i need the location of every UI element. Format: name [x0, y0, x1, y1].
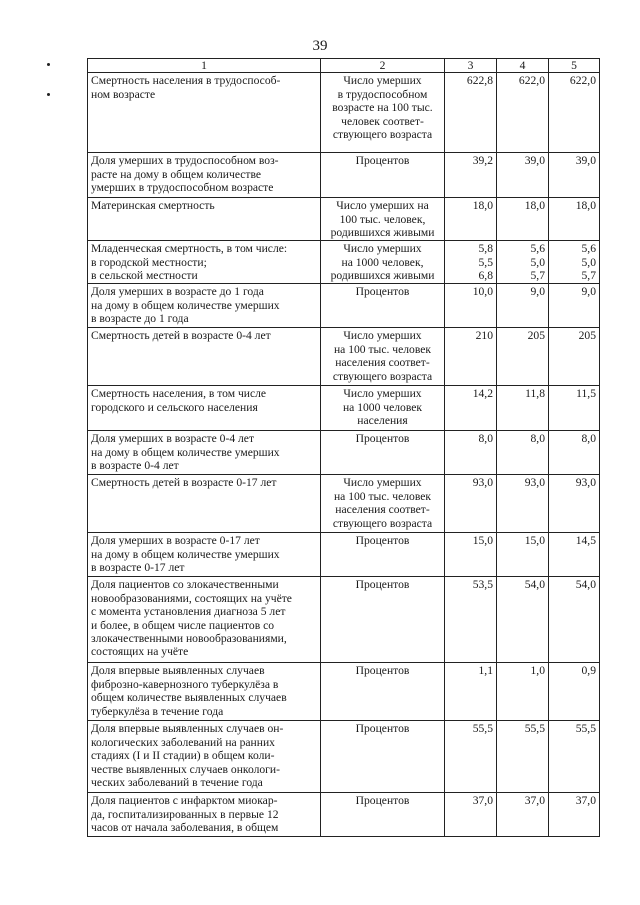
value-cell-col4 [497, 793, 549, 837]
cell-line: Процентов [355, 154, 410, 168]
table-row [88, 793, 600, 837]
cell-line: на дому в общем количестве умерших [91, 547, 280, 561]
cell-line: 37,0 [472, 794, 493, 808]
cell-line: 37,0 [524, 794, 545, 808]
cell-line: 0,9 [581, 664, 596, 678]
cell-line: Доля впервые выявленных случаев он- [91, 722, 284, 736]
cell-line: 100 тыс. человек, [339, 212, 426, 226]
table-row [88, 241, 600, 284]
cell-line: да, госпитализированных в первые 12 [91, 807, 279, 821]
unit-cell [321, 533, 445, 577]
cell-line: Смертность детей в возрасте 0-4 лет [91, 329, 271, 343]
indicator-cell [88, 431, 321, 475]
cell-line: состоящих на учёте [91, 645, 189, 659]
cell-line: 5,6 [530, 242, 545, 256]
cell-line: на дому в общем количестве умерших [91, 445, 280, 459]
cell-line: 5,7 [581, 269, 596, 283]
cell-line: Число умерших [343, 242, 422, 256]
cell-line: 39,0 [524, 154, 545, 168]
cell-line: 54,0 [524, 578, 545, 592]
cell-line: 9,0 [530, 285, 545, 299]
value-cell-col3 [445, 328, 497, 386]
value-cell-col5 [549, 241, 600, 284]
cell-line: и более, в общем числе пациентов со [91, 618, 275, 632]
column-header: 4 [497, 59, 549, 73]
cell-line: с момента установления диагноза 5 лет [91, 605, 286, 619]
cell-line: туберкулёза в течение года [91, 704, 224, 718]
cell-line: Доля пациентов со злокачественными [91, 578, 279, 592]
table-row [88, 663, 600, 721]
cell-line: Процентов [355, 432, 410, 446]
cell-line: в возрасте 0-17 лет [91, 561, 185, 575]
unit-cell [321, 241, 445, 284]
cell-line: часов от начала заболевания, в общем [91, 821, 279, 835]
cell-line: 15,0 [524, 534, 545, 548]
value-cell-col5 [549, 431, 600, 475]
value-cell-col4 [497, 241, 549, 284]
margin-mark [47, 63, 50, 66]
value-cell-col4 [497, 153, 549, 198]
value-cell-col3 [445, 793, 497, 837]
cell-line: Процентов [355, 664, 410, 678]
cell-line: злокачественными новообразованиями, [91, 632, 287, 646]
value-cell-col5 [549, 793, 600, 837]
indicator-cell [88, 663, 321, 721]
cell-line: 8,0 [478, 432, 493, 446]
cell-line: 15,0 [472, 534, 493, 548]
value-cell-col3 [445, 153, 497, 198]
indicator-cell [88, 533, 321, 577]
cell-line: 14,2 [472, 387, 493, 401]
table-row [88, 73, 600, 153]
indicator-cell [88, 284, 321, 328]
cell-line: Доля пациентов с инфарктом миокар- [91, 794, 278, 808]
cell-line: ствующего возраста [332, 516, 433, 530]
cell-line: 93,0 [472, 476, 493, 490]
cell-line: городского и сельского населения [91, 400, 258, 414]
cell-line: 622,0 [569, 74, 596, 88]
unit-cell [321, 663, 445, 721]
cell-line: Доля умерших в возрасте до 1 года [91, 285, 264, 299]
cell-line: на дому в общем количестве умерших [91, 298, 280, 312]
unit-cell [321, 328, 445, 386]
cell-line: Смертность населения в трудоспособ- [91, 74, 281, 88]
value-cell-col5 [549, 721, 600, 793]
column-header: 1 [88, 59, 321, 73]
cell-line: населения [357, 414, 408, 428]
cell-line: 10,0 [472, 285, 493, 299]
cell-line: в трудоспособном [337, 87, 428, 101]
table-row [88, 328, 600, 386]
cell-line: 205 [527, 329, 545, 343]
cell-line: 18,0 [472, 199, 493, 213]
cell-line: кологических заболеваний на ранних [91, 735, 275, 749]
cell-line: Доля умерших в трудоспособном воз- [91, 154, 279, 168]
cell-line: 622,8 [466, 74, 493, 88]
unit-cell [321, 721, 445, 793]
cell-line: 53,5 [472, 578, 493, 592]
unit-cell [321, 153, 445, 198]
value-cell-col5 [549, 328, 600, 386]
cell-line: Материнская смертность [91, 199, 215, 213]
cell-line: 5,8 [478, 242, 493, 256]
cell-line: 11,5 [576, 387, 596, 401]
unit-cell [321, 198, 445, 241]
cell-line: 18,0 [575, 199, 596, 213]
value-cell-col5 [549, 198, 600, 241]
indicator-cell [88, 153, 321, 198]
indicator-cell [88, 475, 321, 533]
cell-line: Число умерших [343, 329, 422, 343]
cell-line: Число умерших [343, 74, 422, 88]
cell-line: Процентов [355, 285, 410, 299]
indicator-cell [88, 241, 321, 284]
cell-line: 5,5 [478, 255, 493, 269]
cell-line: ном возрасте [91, 87, 156, 101]
value-cell-col3 [445, 73, 497, 153]
table-row [88, 431, 600, 475]
value-cell-col3 [445, 198, 497, 241]
value-cell-col3 [445, 431, 497, 475]
cell-line: 622,0 [518, 74, 545, 88]
value-cell-col3 [445, 663, 497, 721]
column-header: 3 [445, 59, 497, 73]
cell-line: новообразованиями, состоящих на учёте [91, 591, 292, 605]
indicator-cell [88, 328, 321, 386]
unit-cell [321, 386, 445, 431]
table-row [88, 721, 600, 793]
unit-cell [321, 284, 445, 328]
cell-line: общем количестве выявленных случаев [91, 691, 287, 705]
cell-line: населения соответ- [335, 356, 430, 370]
cell-line: в возрасте до 1 года [91, 312, 189, 326]
value-cell-col4 [497, 475, 549, 533]
cell-line: Доля умерших в возрасте 0-4 лет [91, 432, 255, 446]
value-cell-col3 [445, 533, 497, 577]
table-row [88, 533, 600, 577]
unit-cell [321, 431, 445, 475]
cell-line: ствующего возраста [332, 128, 433, 142]
cell-line: 5,0 [530, 255, 545, 269]
statistics-table [87, 58, 600, 837]
cell-line: на 1000 человек, [341, 255, 424, 269]
cell-line: Доля умерших в возрасте 0-17 лет [91, 534, 260, 548]
cell-line: расте на дому в общем количестве [91, 167, 262, 181]
indicator-cell [88, 721, 321, 793]
column-header: 5 [549, 59, 600, 73]
page-number: 39 [312, 38, 328, 54]
cell-line: 54,0 [575, 578, 596, 592]
cell-line: на 1000 человек [342, 400, 423, 414]
cell-line: Смертность населения, в том числе [91, 387, 267, 401]
value-cell-col5 [549, 73, 600, 153]
value-cell-col4 [497, 73, 549, 153]
value-cell-col3 [445, 721, 497, 793]
cell-line: 14,5 [575, 534, 596, 548]
indicator-cell [88, 577, 321, 663]
value-cell-col4 [497, 721, 549, 793]
cell-line: 39,2 [472, 154, 493, 168]
cell-line: на 100 тыс. человек [333, 342, 432, 356]
table-row [88, 386, 600, 431]
cell-line: Доля впервые выявленных случаев [91, 664, 265, 678]
cell-line: Число умерших на [336, 199, 429, 213]
cell-line: 18,0 [524, 199, 545, 213]
cell-line: умерших в трудоспособном возрасте [91, 181, 274, 195]
cell-line: 39,0 [575, 154, 596, 168]
value-cell-col3 [445, 241, 497, 284]
cell-line: ствующего возраста [332, 369, 433, 383]
cell-line: родившихся живыми [330, 226, 435, 240]
value-cell-col5 [549, 475, 600, 533]
cell-line: Младенческая смертность, в том числе: [91, 242, 288, 256]
value-cell-col5 [549, 577, 600, 663]
cell-line: Число умерших [343, 476, 422, 490]
value-cell-col5 [549, 153, 600, 198]
indicator-cell [88, 73, 321, 153]
value-cell-col4 [497, 198, 549, 241]
value-cell-col3 [445, 284, 497, 328]
margin-mark [47, 93, 50, 96]
value-cell-col4 [497, 577, 549, 663]
table-row [88, 284, 600, 328]
unit-cell [321, 577, 445, 663]
cell-line: в возрасте 0-4 лет [91, 459, 179, 473]
indicator-cell [88, 198, 321, 241]
cell-line: 5,0 [581, 255, 596, 269]
value-cell-col4 [497, 284, 549, 328]
value-cell-col5 [549, 533, 600, 577]
cell-line: Процентов [355, 578, 410, 592]
cell-line: на 100 тыс. человек [333, 489, 432, 503]
table-row [88, 198, 600, 241]
unit-cell [321, 793, 445, 837]
unit-cell [321, 475, 445, 533]
cell-line: 6,8 [478, 269, 493, 283]
table-row [88, 475, 600, 533]
cell-line: 8,0 [581, 432, 596, 446]
value-cell-col4 [497, 431, 549, 475]
value-cell-col4 [497, 328, 549, 386]
value-cell-col3 [445, 386, 497, 431]
cell-line: 8,0 [530, 432, 545, 446]
cell-line: 5,7 [530, 269, 545, 283]
cell-line: ческих заболеваний в течение года [91, 776, 263, 790]
indicator-cell [88, 386, 321, 431]
cell-line: возрасте на 100 тыс. [332, 101, 433, 115]
cell-line: Смертность детей в возрасте 0-17 лет [91, 476, 277, 490]
cell-line: стадиях (I и II стадии) в общем коли- [91, 749, 275, 763]
indicator-cell [88, 793, 321, 837]
cell-line: Процентов [355, 722, 410, 736]
value-cell-col5 [549, 386, 600, 431]
cell-line: 5,6 [581, 242, 596, 256]
cell-line: 11,8 [525, 387, 545, 401]
cell-line: населения соответ- [335, 503, 430, 517]
value-cell-col3 [445, 577, 497, 663]
value-cell-col4 [497, 386, 549, 431]
value-cell-col4 [497, 663, 549, 721]
cell-line: фиброзно-кавернозного туберкулёза в [91, 677, 279, 691]
cell-line: 93,0 [524, 476, 545, 490]
cell-line: 93,0 [575, 476, 596, 490]
cell-line: в городской местности; [91, 255, 207, 269]
cell-line: 55,5 [524, 722, 545, 736]
column-header: 2 [321, 59, 445, 73]
cell-line: честве выявленных случаев онкологи- [91, 762, 280, 776]
table-row [88, 577, 600, 663]
table-row [88, 153, 600, 198]
value-cell-col5 [549, 284, 600, 328]
cell-line: 1,1 [478, 664, 493, 678]
value-cell-col3 [445, 475, 497, 533]
cell-line: 1,0 [530, 664, 545, 678]
cell-line: в сельской местности [91, 269, 198, 283]
cell-line: Процентов [355, 534, 410, 548]
cell-line: 55,5 [575, 722, 596, 736]
cell-line: Процентов [355, 794, 410, 808]
cell-line: Число умерших [343, 387, 422, 401]
unit-cell [321, 73, 445, 153]
cell-line: родившихся живыми [330, 269, 435, 283]
cell-line: человек соответ- [341, 114, 424, 128]
table-header-row [88, 59, 600, 73]
cell-line: 210 [475, 329, 493, 343]
value-cell-col5 [549, 663, 600, 721]
cell-line: 9,0 [581, 285, 596, 299]
cell-line: 55,5 [472, 722, 493, 736]
cell-line: 205 [578, 329, 596, 343]
value-cell-col4 [497, 533, 549, 577]
cell-line: 37,0 [575, 794, 596, 808]
